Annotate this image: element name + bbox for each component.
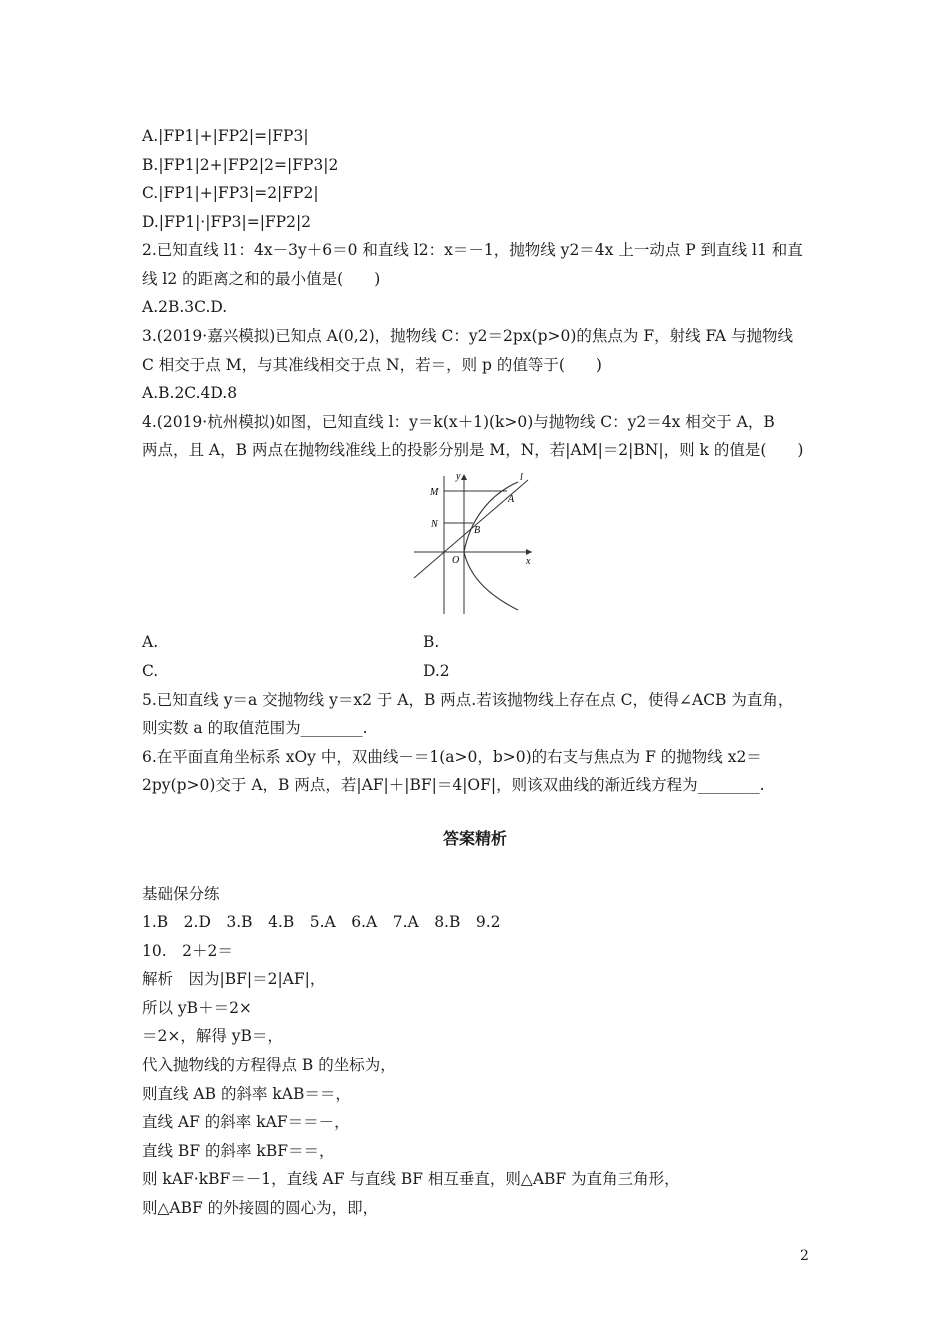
label-m: M — [430, 487, 439, 498]
question-5-line-2: 则实数 a 的取值范围为________. — [142, 719, 368, 737]
label-o: O — [452, 555, 460, 566]
question-4-option-d: D.2 — [423, 662, 450, 680]
solution-line-8: 则 kAF·kBF＝－1，直线 AF 与直线 BF 相互垂直，则△ABF 为直角三角形， — [142, 1170, 680, 1188]
answer-heading: 基础保分练 — [142, 885, 220, 903]
question-6-line-2: 2py(p>0)交于 A，B 两点，若|AF|＋|BF|＝4|OF|，则该双曲线的渐近线方程为________. — [142, 776, 765, 794]
parabola-figure — [410, 468, 540, 616]
answer-section-title: 答案精析 — [442, 829, 507, 848]
question-2-line-1: 2.已知直线 l1：4x－3y＋6＝0 和直线 l2：x＝－1，抛物线 y2＝4x 上一动点 P 到直线 l1 和直 — [142, 241, 803, 259]
question-2-options: A.2B.3C.D. — [142, 298, 228, 316]
question-5-line-1: 5.已知直线 y＝a 交抛物线 y＝x2 于 A，B 两点.若该抛物线上存在点 C，使得∠ACB 为直角， — [142, 691, 794, 709]
question-3-line-1: 3.(2019·嘉兴模拟)已知点 A(0,2)，抛物线 C：y2＝2px(p>0)的焦点为 F，射线 FA 与抛物线 — [142, 327, 794, 345]
question-4-option-b: B. — [423, 633, 440, 651]
solution-line-3: ＝2×，解得 yB＝， — [142, 1027, 283, 1045]
label-x: x — [526, 556, 531, 567]
option-d: D.|FP1|·|FP3|=|FP2|2 — [142, 213, 312, 231]
x-axis-arrow — [526, 549, 532, 555]
label-l: l — [520, 472, 523, 483]
question-3-line-2: C 相交于点 M，与其准线相交于点 N，若＝，则 p 的值等于( ) — [142, 356, 602, 374]
solution-line-2: 所以 yB＋＝2× — [142, 999, 252, 1017]
solution-line-1: 解析 因为|BF|＝2|AF|， — [142, 970, 326, 988]
y-axis-arrow — [461, 474, 467, 480]
solution-line-7: 直线 BF 的斜率 kBF＝＝， — [142, 1142, 335, 1160]
question-4-line-1: 4.(2019·杭州模拟)如图，已知直线 l：y＝k(x＋1)(k>0)与抛物线 C：y2＝4x 相交于 A，B — [142, 413, 775, 431]
question-3-options: A.B.2C.4D.8 — [142, 384, 238, 402]
solution-line-9: 则△ABF 的外接圆的圆心为，即， — [142, 1199, 379, 1217]
question-4-line-2: 两点，且 A，B 两点在抛物线准线上的投影分别是 M，N，若|AM|＝2|BN|，则 k 的值是( ) — [142, 441, 804, 459]
question-4-option-a: A. — [142, 633, 159, 651]
option-a: A.|FP1|+|FP2|=|FP3| — [142, 127, 309, 145]
label-n: N — [431, 519, 438, 530]
solution-line-4: 代入抛物线的方程得点 B 的坐标为， — [142, 1056, 396, 1074]
answer-10: 10. 2＋2＝ — [142, 942, 233, 960]
question-6-line-1: 6.在平面直角坐标系 xOy 中，双曲线－＝1(a>0，b>0)的右支与焦点为 F 的抛物线 x2＝ — [142, 748, 762, 766]
label-y: y — [456, 471, 461, 482]
solution-line-5: 则直线 AB 的斜率 kAB＝＝， — [142, 1085, 351, 1103]
question-4-option-c: C. — [142, 662, 159, 680]
option-b: B.|FP1|2+|FP2|2=|FP3|2 — [142, 156, 339, 174]
answer-key: 1.B 2.D 3.B 4.B 5.A 6.A 7.A 8.B 9.2 — [142, 913, 501, 931]
solution-line-6: 直线 AF 的斜率 kAF＝＝－， — [142, 1113, 350, 1131]
label-a: A — [508, 494, 515, 505]
option-c: C.|FP1|+|FP3|=2|FP2| — [142, 184, 319, 202]
question-2-line-2: 线 l2 的距离之和的最小值是( ) — [142, 270, 381, 288]
label-b: B — [474, 525, 481, 536]
page-number: 2 — [800, 1248, 809, 1264]
